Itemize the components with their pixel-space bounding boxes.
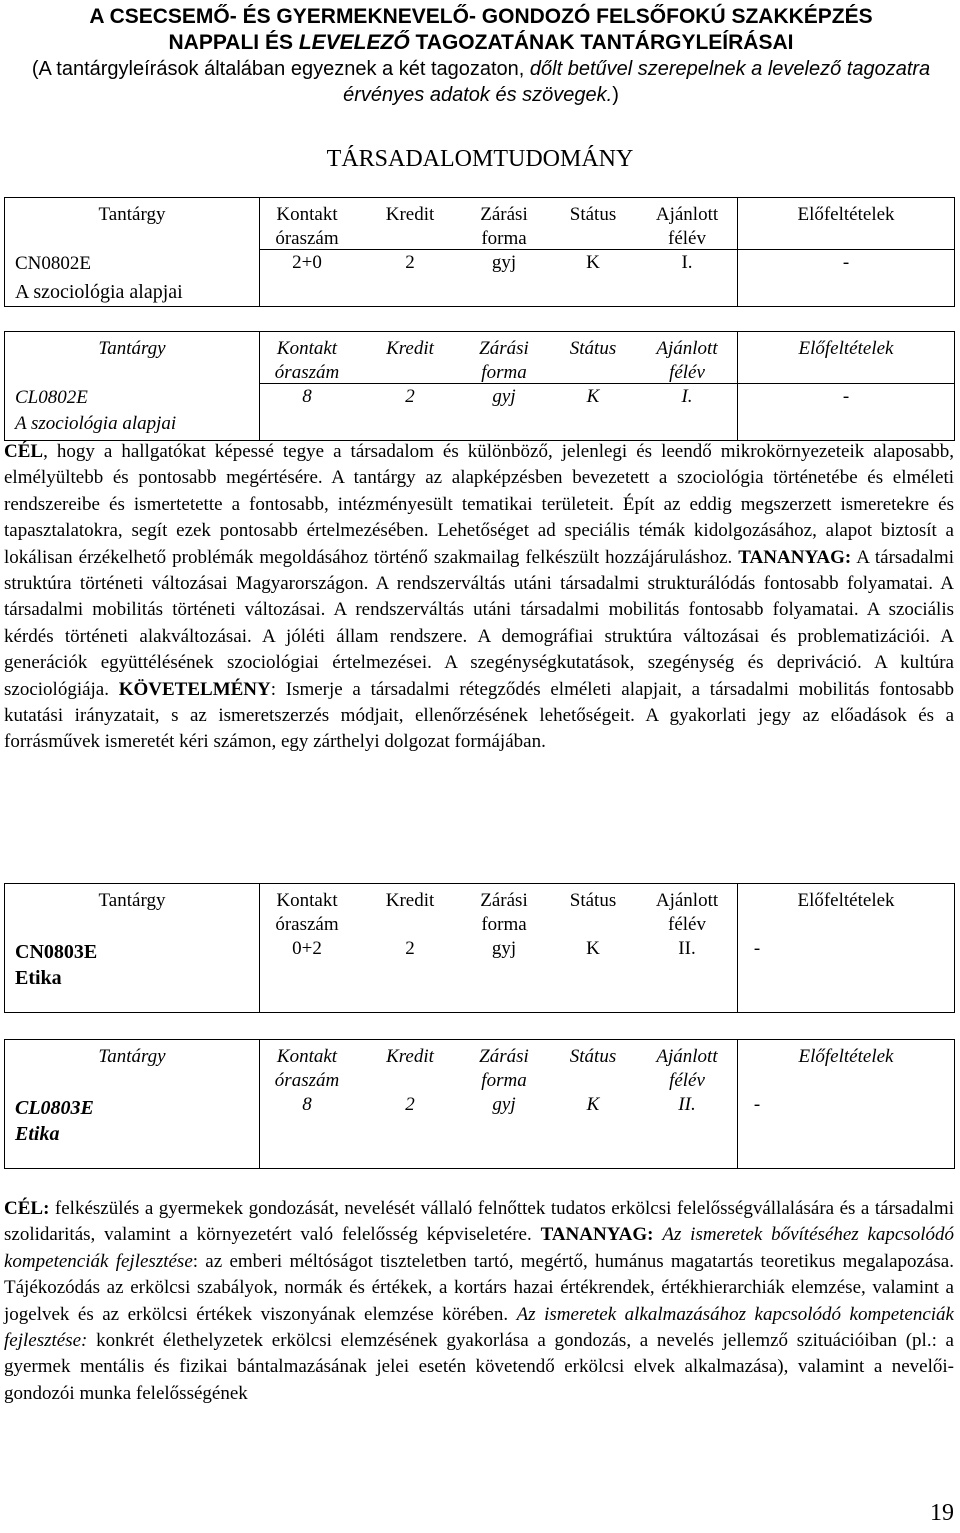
value-status: K xyxy=(586,386,600,407)
course-name: Etika xyxy=(15,967,62,989)
header-status: Státus xyxy=(569,890,617,911)
header-note: (A tantárgyleírások általában egyeznek a két tagozaton, dőlt betűvel szerepelnek a levelező tagozatra érvényes adatok és szövegek.) xyxy=(31,58,931,106)
course-description-ethics xyxy=(4,1196,954,1407)
header-elofeltetelek: Előfeltételek xyxy=(798,1046,894,1067)
kovetelmeny-label: KÖVETELMÉNY xyxy=(118,678,271,700)
value-felev: II. xyxy=(678,938,696,959)
value-elofeltetelek: - xyxy=(842,252,850,273)
header-tantargy: Tantárgy xyxy=(98,1046,166,1067)
header-zarasi: Zárási forma xyxy=(480,204,528,249)
header-tantargy: Tantárgy xyxy=(98,204,166,225)
header-elofeltetelek: Előfeltételek xyxy=(797,204,895,225)
header-elofeltetelek: Előfeltételek xyxy=(798,338,894,359)
value-kredit: 2 xyxy=(405,386,415,407)
tananyag-text: A társadalmi struktúra történeti változásai Magyarországon. A rendszerváltás utáni társadalmi strukturálódás fontosabb folyamatai. A társadalmi mobilitás történeti változásai. A rendszerváltás utáni társadalmi mobilitás fontosabb folyamatai. A szociális kérdés történeti alakváltozásai. A jóléti állam rendszere. A demográfiai struktúra változásai és problematizációi. A generációk együttélésének szociológiai értelmezései. A szegénységkutatások, szegénység és depriváció. A kultúra szociológiája. xyxy=(4,546,954,700)
header-ajanlott: Ajánlott félév xyxy=(655,204,719,249)
course-name: Etika xyxy=(15,1123,60,1145)
header-line-2: NAPPALI ÉS LEVELEZŐ TAGOZATÁNAK TANTÁRGYLEÍRÁSAI xyxy=(168,31,794,54)
value-felev: I. xyxy=(681,386,693,407)
value-kredit: 2 xyxy=(405,252,415,273)
value-kredit: 2 xyxy=(405,938,415,959)
value-felev: I. xyxy=(681,252,693,273)
value-elofeltetelek: - xyxy=(753,1094,761,1115)
section-title: TÁRSADALOMTUDOMÁNY xyxy=(326,146,634,172)
header-elofeltetelek: Előfeltételek xyxy=(797,890,895,911)
course-code: CL0802E xyxy=(15,387,88,408)
header-kontakt: Kontakt óraszám xyxy=(275,204,339,249)
value-zarasi: gyj xyxy=(492,1094,516,1115)
kovetelmeny-text: : Ismerje a társadalmi rétegződés elméleti alapjait, a társadalmi mobilitás fontosabb kutatási irányzatait, s az ismeretszerzés módjait, ellenőrzésének lehetőségeit. A gyakorlati jegy az előadások és a forrásművek ismeretét kéri számon, egy zárthelyi dolgozat formájában. xyxy=(4,678,954,753)
header-ajanlott: Ajánlott félév xyxy=(656,338,718,383)
course-name: A szociológia alapjai xyxy=(15,281,183,303)
header-kredit: Kredit xyxy=(385,204,435,225)
cel-text: felkészülés a gyermekek gondozását, nevelését vállaló felnőttek tudatos erkölcsi felelősségvállalására és a társadalmi szolidaritás, valamint a környezetért való felelősség képviseletére. xyxy=(4,1198,954,1246)
header-tantargy: Tantárgy xyxy=(98,338,166,359)
header-kredit: Kredit xyxy=(386,338,434,359)
header-kredit: Kredit xyxy=(385,890,435,911)
course-table-cn0803e xyxy=(4,883,955,1013)
competence-heading-1: Az ismeretek bővítéséhez kapcsolódó kompetenciák fejlesztése xyxy=(4,1224,955,1272)
competence-text-2: konkrét élethelyzetek erkölcsi elemzésének gyakorlása a gondozás, a nevelés jellemző szituációiban (pl.: a gyermek mentális és fizikai bántalmazásának jelei esetén követendő erkölcsi elvek alkalmazása), valamint a nevelői-gondozói munka felelősségének xyxy=(4,1330,954,1404)
course-table-cl0802e xyxy=(4,331,955,441)
header-zarasi: Zárási forma xyxy=(479,1046,529,1091)
competence-text-1: : az emberi méltóságot tiszteletben tartó, megértő, humánus magatartás teoretikus megalapozása. Tájékozódás az erkölcsi szabályok, normák és értékek, a kortárs hazai értékrendek, értékhierarchiák elemzése, valamint a jogelvek és az erkölcsi értékek viszonyának elemzése körében. xyxy=(4,1250,954,1325)
course-code: CN0802E xyxy=(15,253,91,274)
header-status: Státus xyxy=(569,338,617,359)
cel-text: , hogy a hallgatókat képessé tegye a társadalom és különböző, jelenlegi és leendő mikrokörnyezeteik alaposabb, elmélyültebb és pontosabb megértésére. A tantárgy az alapképzésben bevezetett a szociológia történetébe és elméleti rendszereibe és ismertetette a fontosabb, intézményesült tematikai területeit. Épít az eddig megszerzett ismeretekre és tapasztalatokra, segít ezek pontosabb értelmezésében. Lehetőséget ad speciális témák kidolgozásához, alapot biztosít a lokálisan érzékelhető problémák megoldásához történő szakmailag felkészült hozzájáruláshoz. xyxy=(4,441,954,568)
header-kontakt: Kontakt óraszám xyxy=(274,338,340,383)
value-felev: II. xyxy=(678,1094,696,1115)
course-description-sociology xyxy=(4,439,954,756)
header-zarasi: Zárási forma xyxy=(480,890,528,935)
value-zarasi: gyj xyxy=(491,252,517,273)
value-zarasi: gyj xyxy=(491,938,517,959)
header-line-1: A CSECSEMŐ- ÉS GYERMEKNEVELŐ- GONDOZÓ FELSŐFOKÚ SZAKKÉPZÉS xyxy=(89,5,873,28)
header-zarasi: Zárási forma xyxy=(479,338,529,383)
value-kontakt: 8 xyxy=(302,386,312,407)
header-kontakt: Kontakt óraszám xyxy=(275,890,339,935)
header-ajanlott: Ajánlott félév xyxy=(655,890,719,935)
course-code: CN0803E xyxy=(15,941,98,963)
course-table-cl0803e xyxy=(4,1039,955,1169)
value-elofeltetelek: - xyxy=(753,938,761,959)
tananyag-label: TANANYAG: xyxy=(540,1224,654,1246)
value-kontakt: 0+2 xyxy=(292,938,322,959)
value-kredit: 2 xyxy=(405,1094,415,1115)
page-number: 19 xyxy=(930,1500,954,1526)
value-zarasi: gyj xyxy=(492,386,516,407)
value-kontakt: 8 xyxy=(302,1094,312,1115)
tananyag-label: TANANYAG: xyxy=(738,546,852,568)
header-status: Státus xyxy=(569,204,617,225)
value-status: K xyxy=(586,252,600,273)
header-kontakt: Kontakt óraszám xyxy=(274,1046,340,1091)
value-kontakt: 2+0 xyxy=(292,252,322,273)
document-header xyxy=(6,4,956,108)
value-status: K xyxy=(586,938,600,959)
course-code: CL0803E xyxy=(15,1097,94,1119)
cel-label: CÉL: xyxy=(4,1198,50,1219)
course-table-cn0802e xyxy=(4,197,955,307)
header-status: Státus xyxy=(569,1046,617,1067)
cel-label: CÉL xyxy=(4,441,44,462)
header-kredit: Kredit xyxy=(386,1046,434,1067)
header-ajanlott: Ajánlott félév xyxy=(656,1046,718,1091)
header-tantargy: Tantárgy xyxy=(98,890,166,911)
competence-heading-2: Az ismeretek alkalmazásához kapcsolódó kompetenciák fejlesztése: xyxy=(4,1303,954,1352)
course-name: A szociológia alapjai xyxy=(15,413,177,434)
value-elofeltetelek: - xyxy=(842,386,850,407)
value-status: K xyxy=(586,1094,600,1115)
